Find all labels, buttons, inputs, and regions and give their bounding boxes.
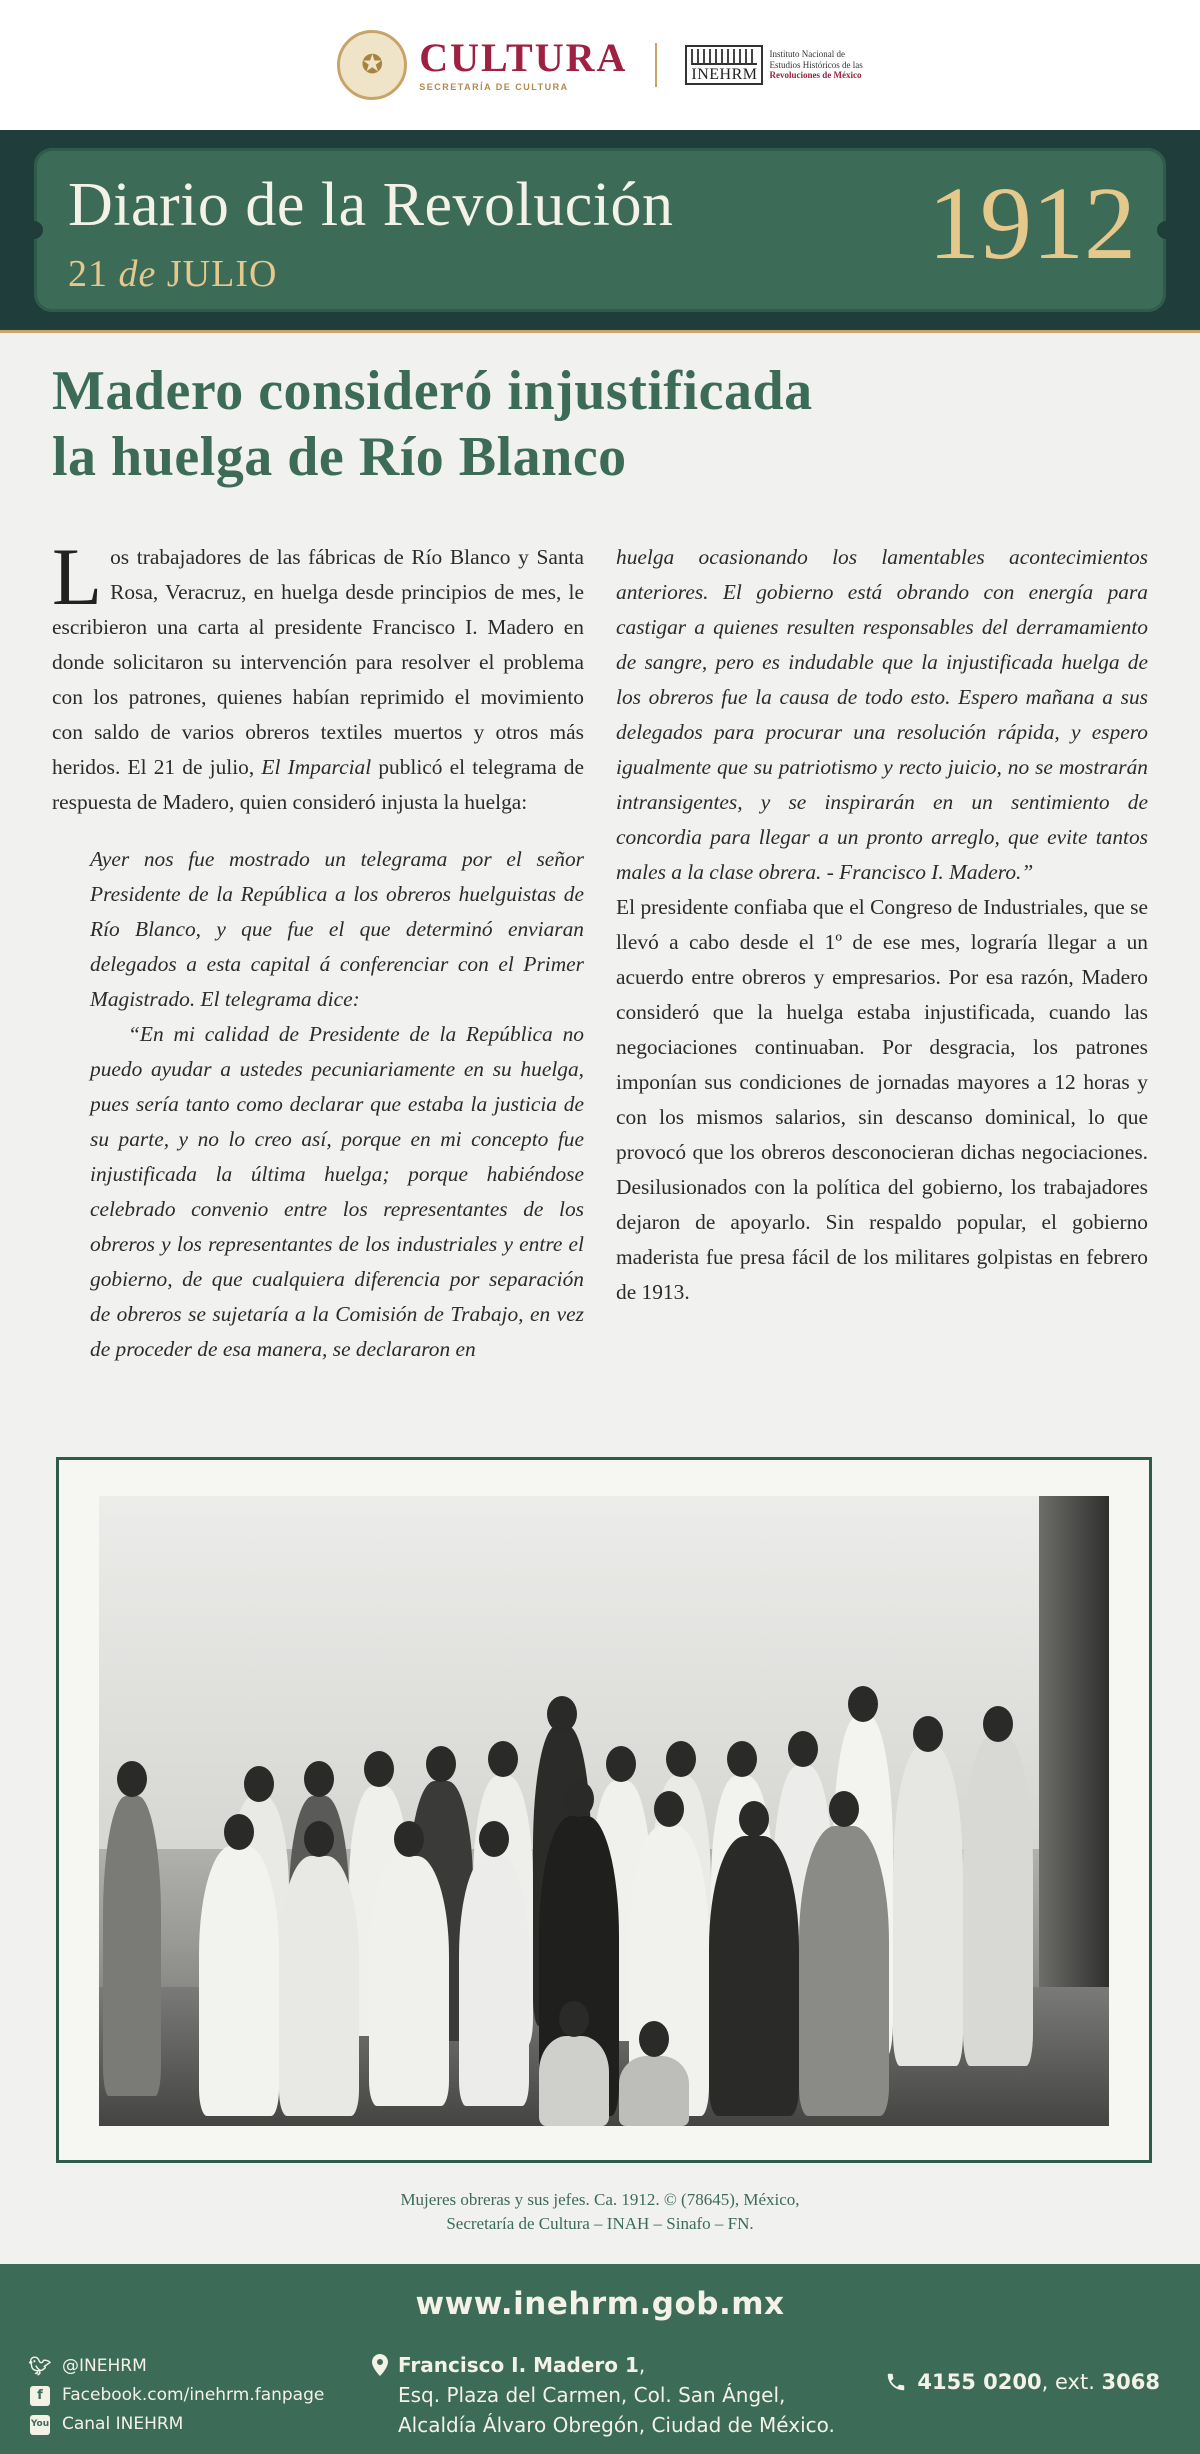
- inehrm-name-line2: Estudios Históricos de las: [769, 59, 863, 70]
- logo-divider: [655, 43, 657, 87]
- headline-line1: Madero consideró injustificada: [52, 360, 813, 422]
- banner-day: 21: [68, 253, 108, 295]
- phone-main: 4155 0200: [917, 2370, 1042, 2394]
- address-line2: Esq. Plaza del Carmen, Col. San Ángel,: [398, 2383, 786, 2407]
- historic-photo: [99, 1496, 1109, 2126]
- logos-header: [0, 0, 1200, 130]
- inehrm-acronym: INEHRM: [691, 66, 758, 83]
- banner-de: de: [118, 253, 157, 295]
- address: [398, 2350, 835, 2440]
- address-line1: [398, 2350, 835, 2380]
- article-intro: [52, 531, 584, 820]
- headline-line2: la huelga de Río Blanco: [52, 426, 627, 488]
- phone-icon: [885, 2371, 907, 2393]
- photo-frame: [56, 1457, 1152, 2163]
- title-banner: [0, 130, 1200, 330]
- youtube-icon: You: [30, 2415, 50, 2435]
- seal-icon: ✪: [337, 30, 407, 100]
- twitter-link[interactable]: [30, 2352, 324, 2381]
- website-link[interactable]: www.inehrm.gob.mx: [415, 2286, 785, 2322]
- caption-line1: Mujeres obreras y sus jefes. Ca. 1912. © (78645), México,: [400, 2190, 800, 2209]
- twitter-handle: @INEHRM: [62, 2356, 147, 2376]
- caption-line2: Secretaría de Cultura – INAH – Sinafo – FN.: [446, 2214, 754, 2233]
- social-links: [30, 2352, 324, 2439]
- inehrm-building-icon: [685, 45, 763, 85]
- cultura-title: CULTURA: [419, 35, 628, 80]
- cultura-subtitle: SECRETARÍA DE CULTURA: [419, 82, 569, 92]
- telegram-quote-part2: huelga ocasionando los lamentables acontecimientos anteriores. El gobierno está obrando con energía para castigar a quienes resulten responsables del derramamiento de sangre, pero es indudable que la injustificada huelga de los obreros fue la causa de todo esto. Espero mañana a sus delegados para procurar una resolución rápida, y espero igualmente que su patriotismo y recto juicio, no se mostrarán intransigentes, y se inspirarán en un sentimiento de concordia para llegar a un pronto arreglo, que evite tantos males a la clase obrera. - Francisco I. Madero.”: [616, 545, 1148, 884]
- telegram-quote-part1: “En mi calidad de Presidente de la República no puedo ayudar a ustedes pecuniariamente en su huelga, pues sería tanto como declarar que estaba la justicia de su parte, y no lo creo así, porque en mi concepto fue injustificada la última huelga; porque habiéndose celebrado convenio entre los representantes de los obreros y los representantes de los industriales y entre el gobierno, de que cualquiera diferencia por separación de obreros se sujetaría a la Comisión de Trabajo, en vez de proceder de esa manera, se declararon en: [90, 1022, 584, 1361]
- quote-block: [90, 842, 584, 1367]
- intro-text-a: os trabajadores de las fábricas de Río Blanco y Santa Rosa, Veracruz, en huelga desde principios de mes, le escribieron una carta al presidente Francisco I. Madero en donde solicitaron su intervención para resolver el problema con los patrones, quienes habían reprimido el movimiento con saldo de varios obreros textiles muertos y otros más heridos. El 21 de julio,: [52, 545, 584, 779]
- facebook-url: Facebook.com/inehrm.fanpage: [62, 2385, 325, 2405]
- footer: [0, 2264, 1200, 2454]
- banner-year: 1912: [928, 166, 1136, 281]
- gold-divider: [0, 330, 1200, 333]
- phone-number[interactable]: [885, 2370, 1160, 2394]
- photo-caption: [0, 2188, 1200, 2236]
- youtube-channel: Canal INEHRM: [62, 2414, 184, 2434]
- facebook-icon: f: [30, 2386, 50, 2406]
- intro-text-b: publicó el telegrama de respuesta de Madero, quien consideró injusta la huelga:: [52, 755, 584, 814]
- quote-intro: Ayer nos fue mostrado un telegrama por el señor Presidente de la República a los obreros huelguistas de Río Blanco, y que fue el que determinó enviaran delegados a esta capital á conferenciar con el Primer Magistrado. El telegrama dice:: [90, 847, 584, 1011]
- address-street: Francisco I. Madero 1: [398, 2353, 639, 2377]
- dropcap: L: [52, 531, 103, 622]
- newspaper-name: El Imparcial: [261, 755, 372, 779]
- inehrm-name: [769, 49, 862, 80]
- title-plaque: [34, 148, 1166, 312]
- article-headline: [52, 358, 952, 490]
- banner-date: [68, 252, 277, 296]
- cultura-logo: [419, 35, 628, 92]
- location-pin-icon: [372, 2354, 388, 2376]
- phone-ext: 3068: [1101, 2370, 1160, 2394]
- address-line3: Alcaldía Álvaro Obregón, Ciudad de México.: [398, 2413, 835, 2437]
- youtube-link[interactable]: [30, 2410, 324, 2439]
- phone-ext-label: , ext.: [1041, 2370, 1102, 2394]
- banner-month: JULIO: [166, 253, 278, 295]
- article-closing: El presidente confiaba que el Congreso de Industriales, que se llevó a cabo desde el 1º de ese mes, lograría llegar a un acuerdo entre obreros y empresarios. Por esa razón, Madero consideró que la huelga estaba injustificada, cuando las negociaciones continuaban. Por desgracia, los patrones imponían sus condiciones de jornadas mayores a 12 horas y con los mismos salarios, sin descanso dominical, lo que provocó que los obreros desconocieran dichas negociaciones. Desilusionados con la política del gobierno, los trabajadores dejaron de apoyarlo. Sin respaldo popular, el gobierno maderista fue presa fácil de los militares golpistas en febrero de 1913.: [616, 895, 1148, 1304]
- banner-title: Diario de la Revolución: [68, 171, 674, 239]
- article-column-right: [616, 540, 1148, 1310]
- article-column-left: [52, 531, 584, 1367]
- twitter-icon: 🐦︎: [28, 2356, 52, 2377]
- inehrm-logo: [685, 45, 862, 85]
- facebook-link[interactable]: [30, 2381, 324, 2410]
- inehrm-name-line1: Instituto Nacional de: [769, 49, 845, 60]
- inehrm-name-line3: Revoluciones de México: [769, 70, 862, 81]
- address-comma: ,: [638, 2353, 646, 2377]
